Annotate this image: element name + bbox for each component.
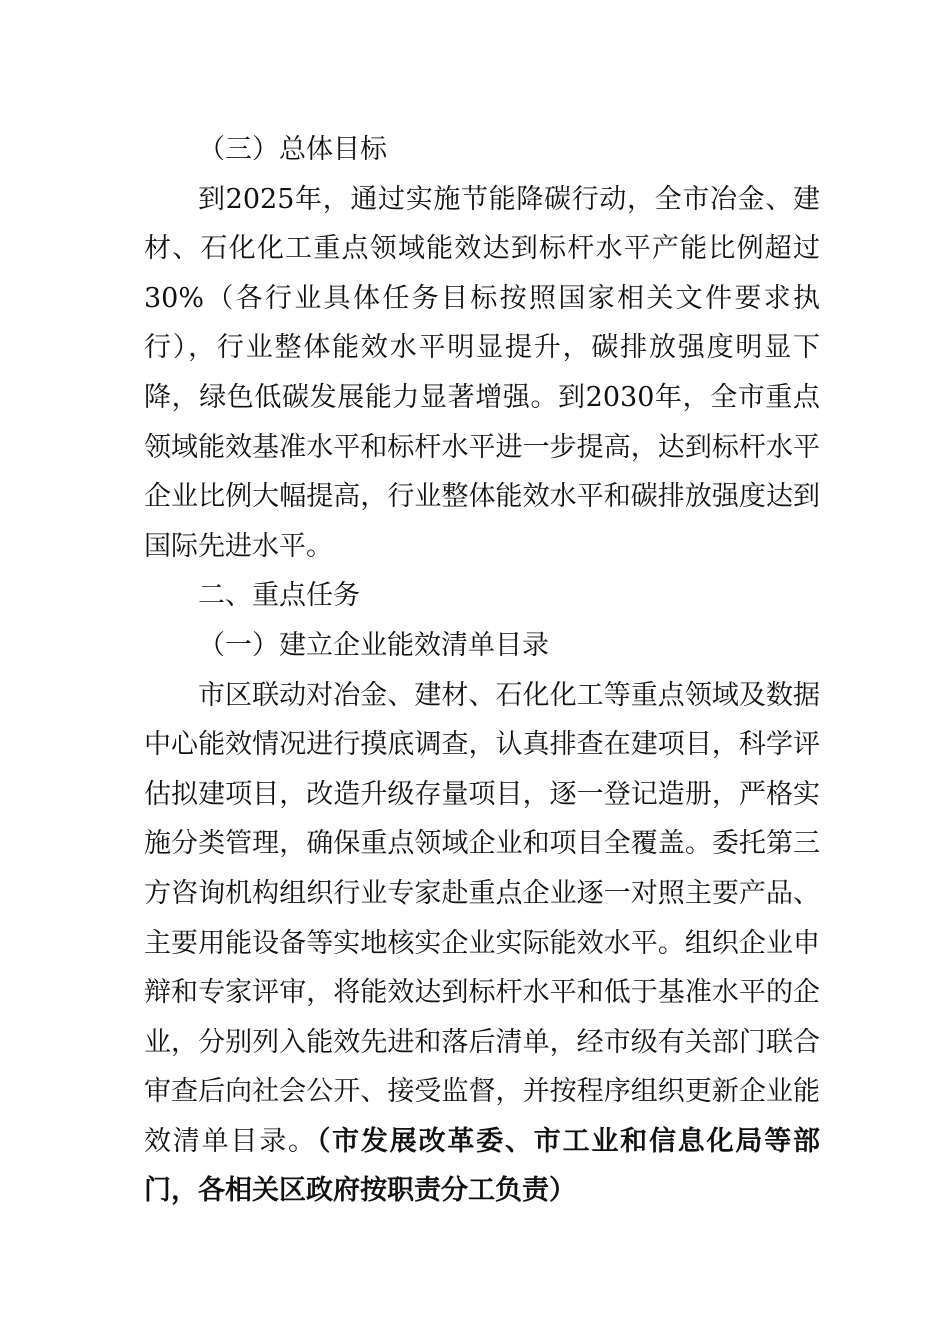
goal-text-1: 到 <box>198 183 226 215</box>
section-title: 二、重点任务 <box>198 580 360 612</box>
goal-text-2: 年，通过实施节能降碳行动，全市冶金、建材、石化化工重点领域能效达到标杆水平产能比例超过 <box>144 183 821 265</box>
section-heading-overall-goal <box>144 125 820 175</box>
goal-text-3: （各行业具体任务目标按照国家相关文件要求执行），行业整体能效水平明显提升，碳排放强度明显下降，绿色低碳发展能力显著增强。到 <box>144 282 820 413</box>
section-heading-key-tasks <box>144 571 820 621</box>
task-text: 市区联动对冶金、建材、石化化工等重点领域及数据中心能效情况进行摸底调查，认真排查在建项目，科学评估拟建项目，改造升级存量项目，逐一登记造册，严格实施分类管理，确保重点领域企业和项目全覆盖。委托第三方咨询机构组织行业专家赴重点企业逐一对照主要产品、主要用能设备等实地核实企业实际能效水平。组织企业申辩和专家评审，将能效达到标杆水平和低于基准水平的企业，分别列入能效先进和落后清单，经市级有关部门联合审查后向社会公开、接受监督，并按程序组织更新企业能效清单目录。 <box>144 679 820 1157</box>
goal-year-2030: 2030 <box>585 381 655 413</box>
subsection-title: （一）建立企业能效清单目录 <box>198 629 549 661</box>
heading-text: （三）总体目标 <box>198 134 387 165</box>
document-body <box>144 125 820 1216</box>
goal-text-4: 年，全市重点领域能效基准水平和标杆水平进一步提高，达到标杆水平企业比例大幅提高，行业整体能效水平和碳排放强度达到国际先进水平。 <box>144 381 821 562</box>
goal-percent: 30% <box>144 282 205 314</box>
goal-paragraph <box>144 175 820 572</box>
task-paragraph <box>144 671 820 1217</box>
responsible-departments: （市发展改革委、市工业和信息化局等部门，各相关区政府按职责分工负责） <box>144 1125 821 1207</box>
section-heading-efficiency-list <box>144 621 820 671</box>
goal-year-2025: 2025 <box>225 183 295 215</box>
